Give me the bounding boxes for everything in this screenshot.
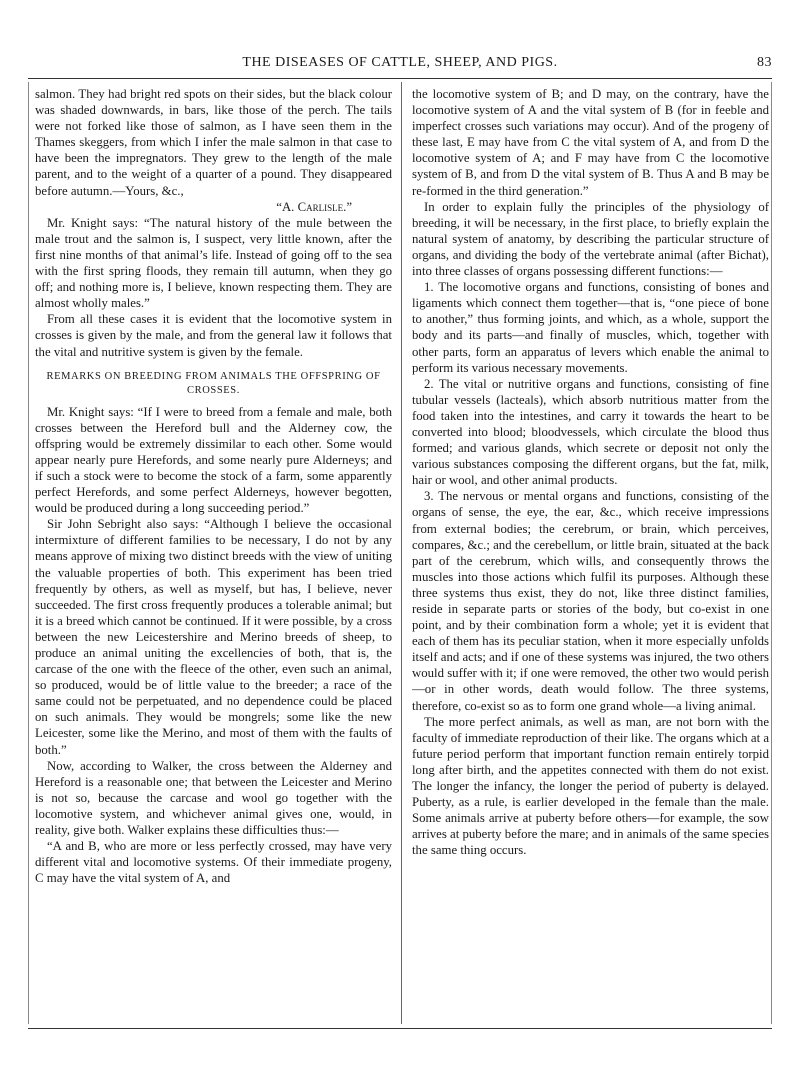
paragraph: the locomotive system of B; and D may, on the contrary, have the locomotive system of A and the vital system of B (for in feeble and imperfect crosses such variations may occur). And of the progeny of these last, E may have from C the vital system of A, and from D the locomotive system of A; and F may have from C the locomotive system of B, and from D the vital system of B. Thus A and B may be re-formed in the third generation.” (412, 87, 769, 198)
left-column (35, 86, 392, 1021)
section-heading: REMARKS ON BREEDING FROM ANIMALS THE OFFSPRING OF CROSSES. (46, 370, 381, 396)
paragraph: From all these cases it is evident that the locomotive system in crosses is given by the male, and from the general law it follows that the vital and nutritive system is given by the female. (35, 312, 392, 359)
left-border (28, 82, 29, 1024)
running-title: THE DISEASES OF CATTLE, SHEEP, AND PIGS. (242, 55, 558, 70)
header-rule (28, 78, 772, 79)
footer-rule (28, 1028, 772, 1029)
paragraph: 3. The nervous or mental organs and functions, consisting of the organs of sense, the eye, the ear, &c., which receive impressions from external bodies; the cerebrum, or brain, which perceives, compares, &c.; and the cerebellum, or little brain, situated at the back part of the cerebrum, which wills, and consequently throws the muscles into those actions which fulfil its purposes. Although these three systems thus exist, they do not, like three distinct families, reside in separate parts or stories of the body, but co-exist in one point, and by their combination form a whole; yet it is evident that each of them has its peculiar station, when it more especially unfolds itself and acts; and if one of these systems was injured, the two others would suffer with it; if one were removed, the other two would perish—or in other words, death would follow. The three systems, therefore, co-exist so as to form one grand whole—a living animal. (412, 489, 769, 713)
paragraph: Sir John Sebright also says: “Although I believe the occasional intermixture of different families to be necessary, I do not by any means approve of mixing two distinct breeds with the view of uniting the valuable properties of both. This experiment has been tried frequently by others, as well as myself, but has, I believe, never succeeded. The first cross frequently produces a tolerable animal; but it is a breed which cannot be continued. If it were possible, by a cross between the new Leicestershire and Merino breeds of sheep, to produce an animal uniting the excellencies of both, that is, the carcase of the one with the fleece of the other, even such an animal, so produced, would be of little value to the breeder; a race of the same could not be perpetuated, and no dependence could be placed on such animals. They would be mongrels; some like the new Leicester, some like the Merino, and most of them with the faults of both.” (35, 517, 392, 757)
paragraph: The more perfect animals, as well as man, are not born with the faculty of immediate reproduction of their like. The organs which at a future period perform that important function remain entirely torpid long after birth, and the appetites connected with them do not exist. The longer the infancy, the longer the period of puberty is delayed. Puberty, as a rule, is earlier developed in the female than the male. Some animals arrive at puberty before others—for example, the sow arrives at puberty before the mare; and in animals of the same species the same thing occurs. (412, 714, 769, 858)
paragraph: “A and B, who are more or less perfectly crossed, may have very different vital and locomotive systems. Of their immediate progeny, C may have the vital system of A, and (35, 839, 392, 886)
paragraph: Mr. Knight says: “If I were to breed from a female and male, both crosses between the Hereford bull and the Alderney cow, the offspring would be extremely dissimilar to each other. Some would appear nearly pure Herefords, and some nearly pure Alderneys; and if such a stock were to become the stock of a farm, some apparently perfect Herefords, and some perfect Alderneys, however begotten, would be produced during a long succeeding period.” (35, 404, 392, 516)
paragraph: 1. The locomotive organs and functions, consisting of bones and ligaments which connect them together—that is, “one piece of bone to another,” thus forming joints, and which, as a whole, support the body and its parts—and finally of muscles, which, together with other parts, form an apparatus of levers which enable the animal to perform its various necessary movements. (412, 280, 769, 375)
column-divider (401, 82, 402, 1024)
right-column (412, 86, 769, 1021)
page-number: 83 (757, 55, 772, 70)
paragraph: In order to explain fully the principles of the physiology of breeding, it will be necessary, in the first place, to briefly explain the natural system of anatomy, by describing the particular structure of organs, and dividing the body of the vertebrate animal (after Bichat), into three classes of organs possessing different functions:— (412, 199, 769, 279)
paragraph: Mr. Knight says: “The natural history of the mule between the male trout and the salmon is, I suspect, very little known, after the first nine months of that animal’s life. Instead of going off to the sea with the first spring floods, they remain till autumn, when they go off; and nothing more is, I believe, known respecting them. They are almost wholly males.” (35, 215, 392, 311)
letter-signature: “A. Carlisle.” (276, 199, 352, 214)
paragraph: salmon. They had bright red spots on their sides, but the black colour was shaded downwards, in bars, like those of the perch. The tails were not forked like those of salmon, as I have seen them in the Thames skeggers, from which I infer the male salmon in that case to have been the impregnators. They grew to the length of the male parent, and to the weight of a quarter of a pound. They disappeared before autumn.—Yours, &c., (35, 87, 392, 198)
right-border (771, 82, 772, 1024)
paragraph: Now, according to Walker, the cross between the Alderney and Hereford is a reasonable one; that between the Leicester and Merino is not so, because the carcase and wool go together with the locomotive system, and whichever animal gives one, would, in reality, give both. Walker explains these difficulties thus:— (35, 758, 392, 838)
paragraph: 2. The vital or nutritive organs and functions, consisting of fine tubular vessels (lacteals), which absorb nutritious matter from the food taken into the intestines, and carry it towards the heart to be converted into blood; bloodvessels, which circulate the blood thus formed; and various glands, which secrete or deposit not only the various substances composing the different organs, but the fat, milk, hair or wool, and other animal products. (412, 376, 769, 488)
running-header (28, 55, 772, 73)
